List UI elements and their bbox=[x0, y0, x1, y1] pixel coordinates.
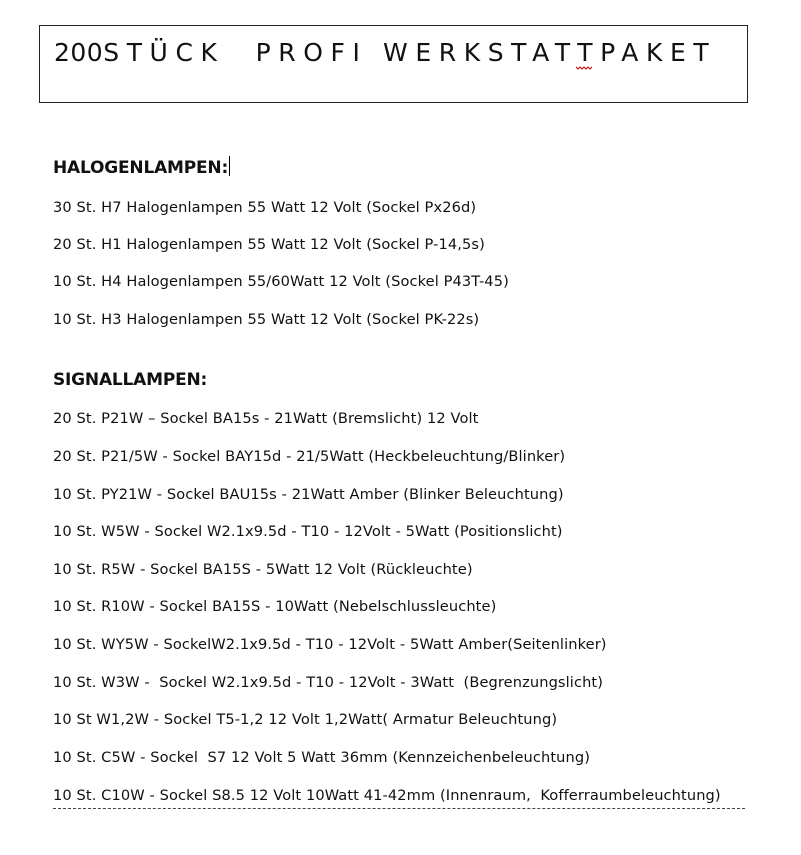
list-item: 10 St. C5W - Sockel S7 12 Volt 5 Watt 36mm (Kennzeichenbeleuchtung) bbox=[53, 749, 591, 766]
list-item: 20 St. P21/5W - Sockel BAY15d - 21/5Watt (Heckbeleuchtung/Blinker) bbox=[53, 448, 566, 465]
document-title[interactable] bbox=[54, 38, 716, 67]
section-heading-signallampen: SIGNALLAMPEN: bbox=[53, 370, 208, 390]
title-number: 200 bbox=[54, 38, 104, 67]
spellcheck-squiggle-icon bbox=[576, 66, 592, 70]
list-item: 20 St. P21W – Sockel BA15s - 21Watt (Bremslicht) 12 Volt bbox=[53, 410, 479, 427]
list-item: 30 St. H7 Halogenlampen 55 Watt 12 Volt (Sockel Px26d) bbox=[53, 199, 477, 216]
list-item: 10 St. C10W - Sockel S8.5 12 Volt 10Watt 41-42mm (Innenraum, Kofferraumbeleuchtung) bbox=[53, 787, 721, 804]
list-item: 10 St W1,2W - Sockel T5-1,2 12 Volt 1,2Watt( Armatur Beleuchtung) bbox=[53, 711, 558, 728]
list-item: 10 St. H4 Halogenlampen 55/60Watt 12 Volt (Sockel P43T-45) bbox=[53, 273, 509, 290]
title-text: STÜCK PROFI WERKSTATTPAKET bbox=[103, 38, 717, 67]
list-item: 10 St. W3W - Sockel W2.1x9.5d - T10 - 12Volt - 3Watt (Begrenzungslicht) bbox=[53, 674, 604, 691]
list-item: 10 St. PY21W - Sockel BAU15s - 21Watt Amber (Blinker Beleuchtung) bbox=[53, 486, 564, 503]
heading-text: HALOGENLAMPEN: bbox=[53, 158, 229, 178]
list-item: 20 St. H1 Halogenlampen 55 Watt 12 Volt (Sockel P-14,5s) bbox=[53, 236, 485, 253]
list-item: 10 St. W5W - Sockel W2.1x9.5d - T10 - 12Volt - 5Watt (Positionslicht) bbox=[53, 523, 563, 540]
text-cursor bbox=[229, 156, 230, 176]
list-item: 10 St. R10W - Sockel BA15S - 10Watt (Nebelschlussleuchte) bbox=[53, 598, 497, 615]
section-heading-halogenlampen[interactable] bbox=[53, 156, 230, 178]
list-item: 10 St. H3 Halogenlampen 55 Watt 12 Volt (Sockel PK-22s) bbox=[53, 311, 480, 328]
title-box bbox=[39, 25, 748, 103]
list-item: 10 St. R5W - Sockel BA15S - 5Watt 12 Volt (Rückleuchte) bbox=[53, 561, 473, 578]
dashed-separator bbox=[53, 808, 745, 809]
list-item: 10 St. WY5W - SockelW2.1x9.5d - T10 - 12Volt - 5Watt Amber(Seitenlinker) bbox=[53, 636, 607, 653]
